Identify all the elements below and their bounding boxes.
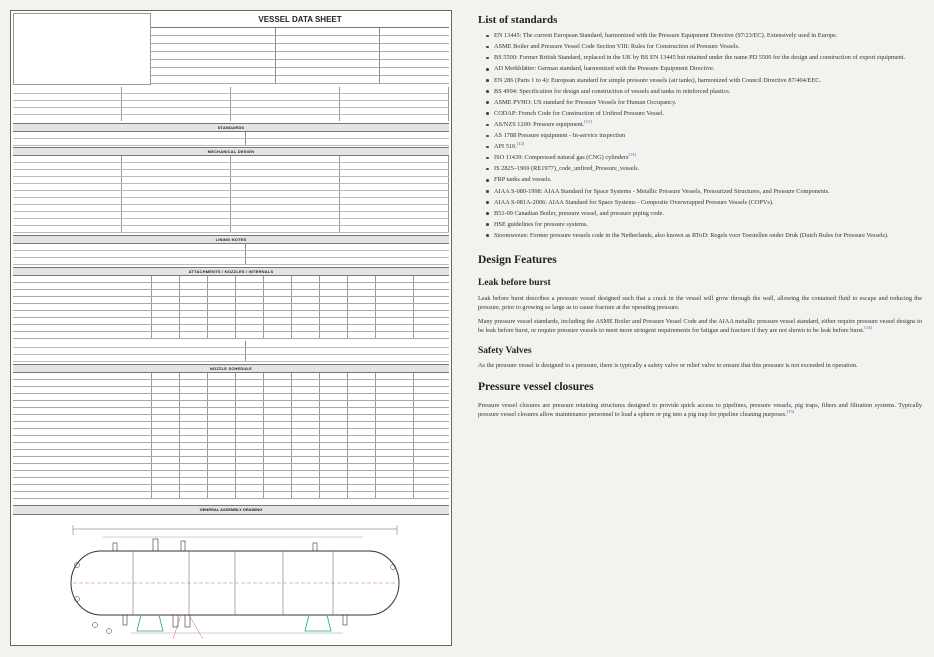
standards-list-item <box>494 198 922 208</box>
section-standards: STANDARDS <box>13 123 449 132</box>
standards-list-item <box>494 31 922 41</box>
section-nozzle-schedule: NOZZLE SCHEDULE <box>13 364 449 373</box>
section-lining-notes: LINING NOTES <box>13 235 449 244</box>
standards-list-item-text: AIAA S-081A-2006: AIAA Standard for Space Systems - Composite Overwrapped Pressure Vessels (COPVs). <box>494 198 774 206</box>
section-drawing: GENERAL ASSEMBLY DRAWING <box>13 505 449 515</box>
general-info-rows <box>13 87 449 121</box>
nozzle-bottom-1 <box>123 615 127 625</box>
standards-list-item <box>494 53 922 63</box>
standards-list-item <box>494 98 922 108</box>
standards-list-item <box>494 42 922 52</box>
leak-before-burst-paragraph-2-text: Many pressure vessel standards, including the ASME Boiler and Pressure Vessel Code and the AIAA metallic pressure vessel standard, either require pressure vessel designs to be leak before burst, or require pressure vessels to meet more stringent requirements for fatigue and fracture if they are not shown to be leak before burst. <box>478 317 922 335</box>
closures-paragraph-text: Pressure vessel closures are pressure retaining structures designed to provide quick access to pipelines, pressure vessels, pig traps, filters and filtration systems. Typically pressure vessel closures allow maintenance personnel to load a sphere or pig into a pig trap for pipeline cleaning purposes. <box>478 401 922 419</box>
saddle-support-right <box>305 615 331 631</box>
leak-before-burst-paragraph-1: Leak before burst describes a pressure vessel designed such that a crack in the vessel will grow through the wall, allowing the contained fluid to escape and reducing the pressure, prior to growing so large as to cause fracture at the operating pressure. <box>478 294 922 312</box>
standards-list-item <box>494 76 922 86</box>
standards-list-item <box>494 164 922 174</box>
instrument-bottom-1 <box>93 623 98 628</box>
standards-list-item <box>494 153 922 163</box>
leak-before-burst-heading: Leak before burst <box>478 278 551 289</box>
standards-list-item-text: API 510. <box>494 143 517 151</box>
nozzle-top-2 <box>153 539 158 551</box>
standards-list-item-text: B51-09 Canadian Boiler, pressure vessel, and pressure piping code. <box>494 209 664 217</box>
nozzle-top-3 <box>181 541 185 551</box>
standards-list-item <box>494 231 922 241</box>
mechanical-design-rows <box>13 156 449 233</box>
vessel-data-sheet <box>10 10 452 646</box>
standards-list-item-text: EN 286 (Parts 1 to 4): European standard for simple pressure vessels (air tanks), harmonized with Council Directive 87/404/EEC. <box>494 76 822 84</box>
standards-list-item-text: ISO 11439: Compressed natural gas (CNG) cylinders <box>494 154 629 162</box>
closures-paragraph <box>478 401 922 420</box>
remarks-rows <box>13 341 449 362</box>
company-logo-box <box>13 13 151 85</box>
standards-list-item-text: AS 1788 Pressure equipment - In-service inspection <box>494 132 626 140</box>
nozzle-top-1 <box>113 543 117 551</box>
standards-list-item <box>494 175 922 185</box>
standards-list-item <box>494 209 922 219</box>
standards-list-item <box>494 64 922 74</box>
citation-link[interactable]: [13] <box>628 152 636 158</box>
nozzle-bottom-2 <box>173 615 178 627</box>
standards-list-item-text: AD Merkblätter: German standard, harmonized with the Pressure Equipment Directive. <box>494 65 715 73</box>
citation-link[interactable]: [14] <box>864 325 872 331</box>
standards-list-item <box>494 109 922 119</box>
standards-list-item-text: EN 13445: The current European Standard, harmonized with the Pressure Equipment Directive (97/23/EC). Extensively used in Europe. <box>494 32 838 40</box>
section-mechanical-design: MECHANICAL DESIGN <box>13 147 449 156</box>
lining-rows <box>13 244 449 265</box>
standards-list-item-text: FRP tanks and vessels. <box>494 176 552 184</box>
standards-list-item <box>494 120 922 130</box>
standards-list-item <box>494 131 922 141</box>
saddle-support-left <box>137 615 163 631</box>
vessel-assembly-drawing <box>13 515 449 643</box>
standards-list-item-text: Stoomwezen: Former pressure vessels code in the Netherlands, also known as RToD: Regels voor Toestellen onder Druk (Dutch Rules for Pressure Vessels). <box>494 231 889 239</box>
standards-list-item <box>494 220 922 230</box>
list-of-standards-heading: List of standards <box>478 14 558 26</box>
leak-before-burst-paragraph-2 <box>478 317 922 336</box>
pressure-vessel-closures-heading: Pressure vessel closures <box>478 381 594 394</box>
standards-list-item-text: CODAP: French Code for Construction of Unfired Pressure Vessel. <box>494 109 665 117</box>
standards-list-item <box>494 87 922 97</box>
standards-list-item-text: ASME PVHO: US standard for Pressure Vessels for Human Occupancy. <box>494 98 677 106</box>
standards-list-item <box>494 187 922 197</box>
header-fields-grid <box>151 28 449 84</box>
section-attachments: ATTACHMENTS / NOZZLES / INTERNALS <box>13 267 449 276</box>
design-features-heading: Design Features <box>478 254 557 267</box>
standards-list-item-text: AIAA S-080-1998: AIAA Standard for Space Systems - Metallic Pressure Vessels, Pressurized Structures, and Pressure Components. <box>494 187 830 195</box>
citation-link[interactable]: [11] <box>584 118 592 124</box>
standards-list-item-text: HSE guidelines for pressure systems. <box>494 220 588 228</box>
standards-rows <box>13 132 449 146</box>
article-content <box>478 8 922 649</box>
standards-list-item <box>494 142 922 152</box>
standards-list-item-text: BS 5500: Former British Standard, replaced in the UK by BS EN 13445 but retained under the name PD 5500 for the design and construction of export equipment. <box>494 54 906 62</box>
nozzle-bottom-4 <box>343 615 347 625</box>
standards-list-item-text: ASME Boiler and Pressure Vessel Code Section VIII: Rules for Construction of Pressure Vessels. <box>494 43 740 51</box>
standards-list-item-text: IS 2825–1969 (RE1977)_code_unfired_Pressure_vessels. <box>494 165 640 173</box>
standards-list <box>478 31 922 240</box>
nozzle-top-4 <box>313 543 317 551</box>
attachments-table <box>13 276 449 339</box>
citation-link[interactable]: [12] <box>516 141 525 147</box>
instrument-bottom-2 <box>107 629 112 634</box>
safety-valves-paragraph: As the pressure vessel is designed to a pressure, there is typically a safety valve or relief valve to ensure that this pressure is not exceeded in operation. <box>478 362 858 370</box>
sheet-title: VESSEL DATA SHEET <box>151 13 449 28</box>
citation-link[interactable]: [15] <box>786 409 795 415</box>
sheet-header <box>11 11 451 85</box>
standards-list-item-text: AS/NZS 1200: Pressure equipment. <box>494 120 585 128</box>
safety-valves-heading: Safety Valves <box>478 346 532 357</box>
standards-list-item-text: BS 4994: Specification for design and construction of vessels and tanks in reinforced plastics. <box>494 87 731 95</box>
nozzle-schedule-table <box>13 373 449 499</box>
nozzle-bottom-3 <box>185 615 190 627</box>
